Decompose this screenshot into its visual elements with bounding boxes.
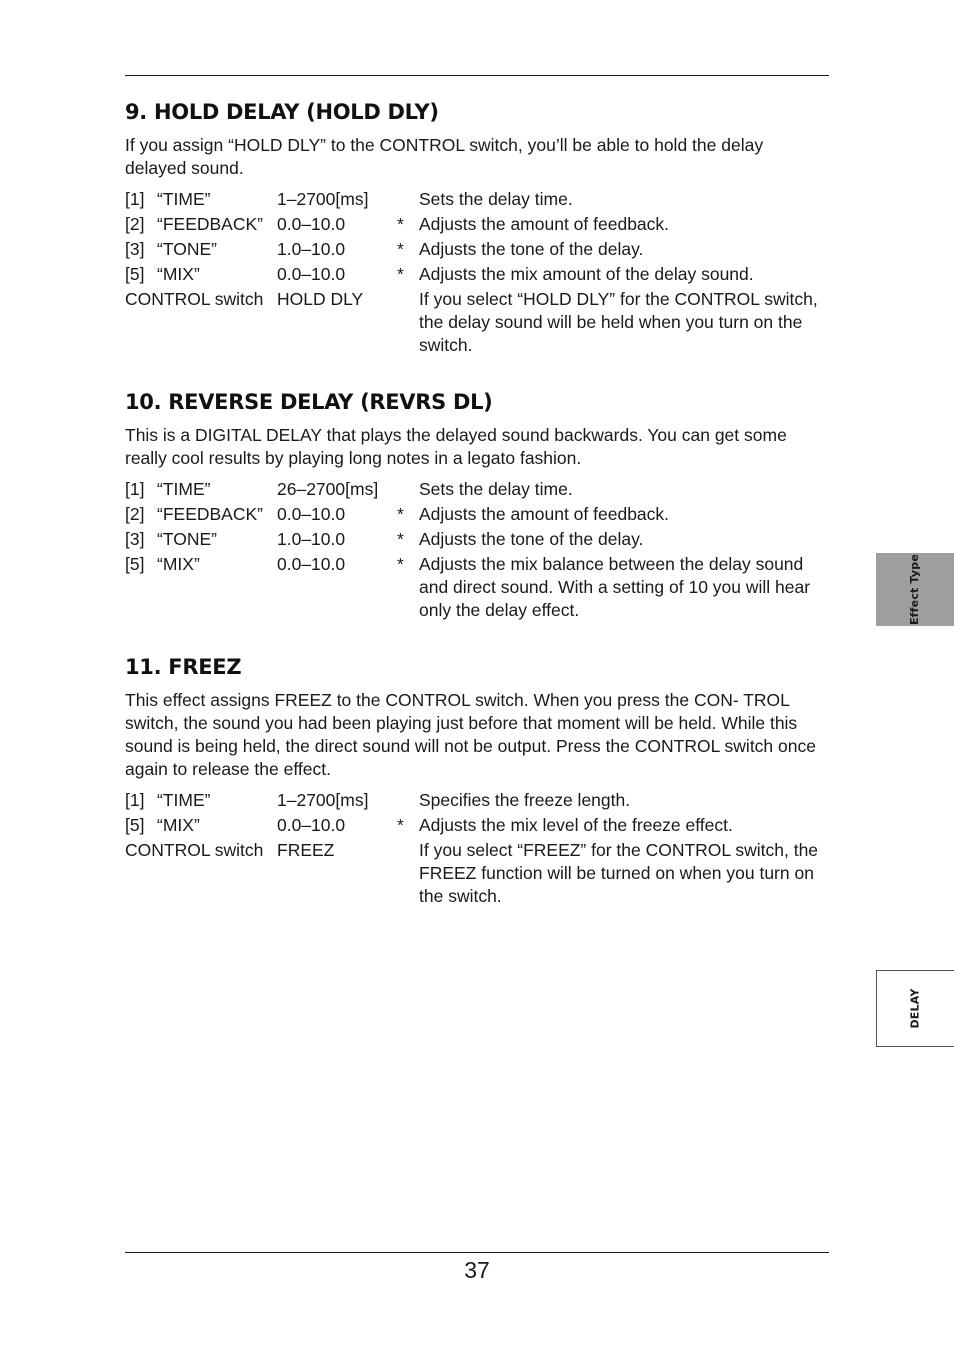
param-star <box>397 188 419 213</box>
table-row <box>125 213 829 238</box>
page-number: 37 <box>464 1257 490 1283</box>
param-index: [1] <box>125 790 145 810</box>
section-intro: If you assign “HOLD DLY” to the CONTROL switch, you’ll be able to hold the delay delayed sound. <box>125 135 764 178</box>
param-index: [5] <box>125 554 145 574</box>
param-index: [5] <box>125 815 145 835</box>
param-desc: Adjusts the amount of feedback. <box>419 214 670 234</box>
parameter-table <box>125 188 829 359</box>
param-range: 1.0–10.0 <box>277 239 346 259</box>
param-name: “TONE” <box>157 239 217 259</box>
param-star <box>397 478 419 503</box>
section-title: 11. FREEZ <box>125 655 242 679</box>
side-tab-delay <box>876 970 954 1047</box>
param-name: “TIME” <box>157 189 211 209</box>
param-desc: Adjusts the amount of feedback. <box>419 504 670 524</box>
section-intro: This effect assigns FREEZ to the CONTROL switch. When you press the CON- TROL switch, the sound you had been playing just before that moment will be held. While this sound is being held, the direct sound will not be output. Press the CONTROL switch once again to release the effect. <box>125 690 816 779</box>
table-row <box>125 238 829 263</box>
param-range: 0.0–10.0 <box>277 504 346 524</box>
param-desc: Adjusts the mix amount of the delay sound. <box>419 264 754 284</box>
table-row <box>125 503 829 528</box>
top-rule <box>125 75 829 76</box>
param-desc: Adjusts the mix balance between the delay sound and direct sound. With a setting of 10 you will hear only the delay effect. <box>419 554 811 620</box>
control-switch-desc: If you select “HOLD DLY” for the CONTROL switch, the delay sound will be held when you turn on the switch. <box>419 289 818 355</box>
table-row <box>125 789 829 814</box>
table-row <box>125 528 829 553</box>
param-desc: Sets the delay time. <box>419 189 573 209</box>
section-intro: This is a DIGITAL DELAY that plays the delayed sound backwards. You can get some really cool results by playing long notes in a legato fashion. <box>125 425 787 468</box>
param-star: * <box>397 239 404 259</box>
param-star: * <box>397 815 404 835</box>
section-freez <box>125 653 829 910</box>
param-desc: Sets the delay time. <box>419 479 573 499</box>
control-switch-row <box>125 288 829 359</box>
param-range: 0.0–10.0 <box>277 214 346 234</box>
param-name: “MIX” <box>157 554 200 574</box>
param-name: “TIME” <box>157 790 211 810</box>
param-range: 26–2700[ms] <box>277 479 379 499</box>
control-switch-label: CONTROL switch <box>125 840 264 860</box>
param-star <box>397 839 419 910</box>
param-desc: Specifies the freeze length. <box>419 790 631 810</box>
param-desc: Adjusts the tone of the delay. <box>419 529 644 549</box>
control-switch-label: CONTROL switch <box>125 289 264 309</box>
param-index: [1] <box>125 479 145 499</box>
bottom-rule <box>125 1252 829 1253</box>
section-title: 10. REVERSE DELAY (REVRS DL) <box>125 390 493 414</box>
section-reverse-delay <box>125 388 829 624</box>
control-switch-value: FREEZ <box>277 840 335 860</box>
param-index: [2] <box>125 214 145 234</box>
param-star <box>397 288 419 359</box>
param-range: 1.0–10.0 <box>277 529 346 549</box>
table-row <box>125 188 829 213</box>
param-star: * <box>397 529 404 549</box>
param-index: [5] <box>125 264 145 284</box>
section-title: 9. HOLD DELAY (HOLD DLY) <box>125 100 439 124</box>
control-switch-value: HOLD DLY <box>277 289 364 309</box>
param-star <box>397 789 419 814</box>
control-switch-row <box>125 839 829 910</box>
table-row <box>125 478 829 503</box>
param-index: [1] <box>125 189 145 209</box>
param-name: “FEEDBACK” <box>157 504 263 524</box>
param-range: 1–2700[ms] <box>277 790 369 810</box>
section-hold-delay <box>125 98 829 359</box>
param-range: 1–2700[ms] <box>277 189 369 209</box>
side-tab-label: DELAY <box>909 988 922 1029</box>
param-index: [3] <box>125 529 145 549</box>
param-star: * <box>397 504 404 524</box>
param-index: [2] <box>125 504 145 524</box>
table-row <box>125 263 829 288</box>
param-name: “MIX” <box>157 815 200 835</box>
side-tab-effect-type <box>876 553 954 626</box>
param-index: [3] <box>125 239 145 259</box>
param-name: “FEEDBACK” <box>157 214 263 234</box>
parameter-table <box>125 478 829 624</box>
table-row <box>125 814 829 839</box>
param-name: “TIME” <box>157 479 211 499</box>
param-desc: Adjusts the mix level of the freeze effect. <box>419 815 733 835</box>
param-name: “TONE” <box>157 529 217 549</box>
side-tab-label: Effect Type <box>908 553 922 626</box>
table-row <box>125 553 829 624</box>
param-range: 0.0–10.0 <box>277 264 346 284</box>
param-name: “MIX” <box>157 264 200 284</box>
param-range: 0.0–10.0 <box>277 554 346 574</box>
parameter-table <box>125 789 829 910</box>
param-star: * <box>397 264 404 284</box>
control-switch-desc: If you select “FREEZ” for the CONTROL switch, the FREEZ function will be turned on when you turn on the switch. <box>419 840 819 906</box>
param-desc: Adjusts the tone of the delay. <box>419 239 644 259</box>
param-range: 0.0–10.0 <box>277 815 346 835</box>
param-star: * <box>397 214 404 234</box>
param-star: * <box>397 554 404 574</box>
